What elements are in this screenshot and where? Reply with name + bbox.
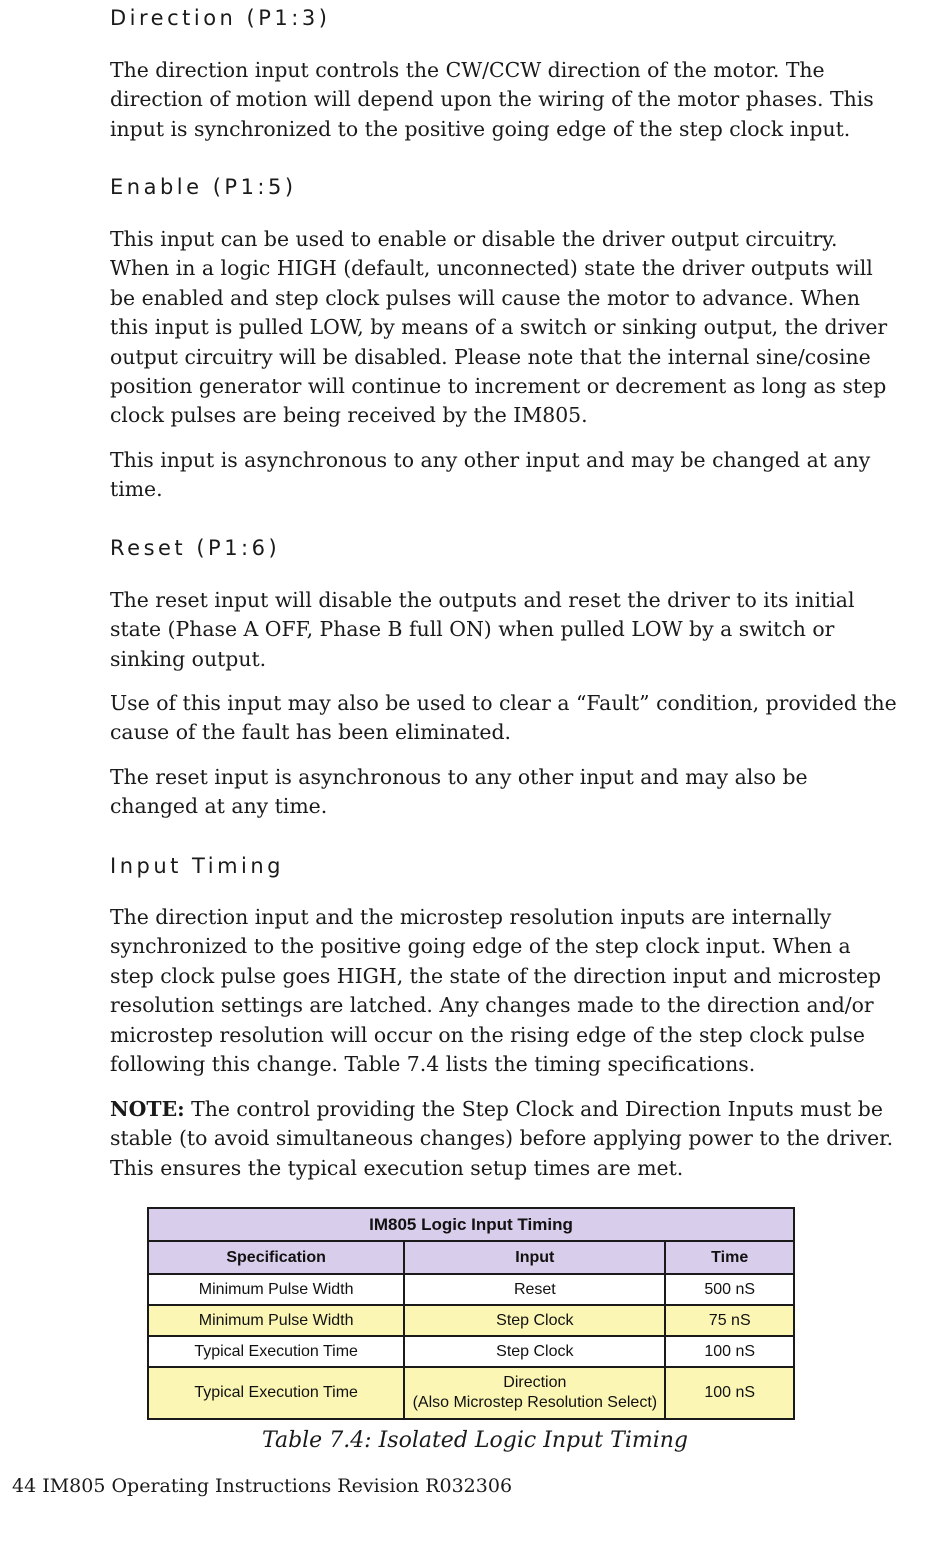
note-label: NOTE: — [110, 1097, 185, 1121]
table-cell-input — [404, 1367, 665, 1419]
table-cell-time: 100 nS — [665, 1367, 794, 1419]
table-cell-time: 75 nS — [665, 1305, 794, 1336]
table-cell-time: 500 nS — [665, 1274, 794, 1305]
column-header-input: Input — [404, 1241, 665, 1274]
table-title: IM805 Logic Input Timing — [148, 1208, 794, 1241]
table-caption: Table 7.4: Isolated Logic Input Timing — [261, 1428, 688, 1453]
column-header-specification: Specification — [148, 1241, 404, 1274]
table-cell-specification: Typical Execution Time — [148, 1336, 404, 1367]
note-paragraph — [110, 1095, 900, 1183]
direction-paragraph: The direction input controls the CW/CCW direction of the motor. The direction of motion will depend upon the wiring of the motor phases. This input is synchronized to the positive going edge of the step clock input. — [110, 58, 874, 141]
reset-paragraph-3: The reset input is asynchronous to any other input and may also be changed at any time. — [110, 765, 808, 819]
enable-paragraph-2: This input is asynchronous to any other input and may be changed at any time. — [110, 448, 871, 502]
table-cell-input: Step Clock — [404, 1305, 665, 1336]
table-cell-input: Reset — [404, 1274, 665, 1305]
table-row — [148, 1274, 794, 1305]
timing-table — [147, 1207, 795, 1420]
page-footer: 44 IM805 Operating Instructions Revision R032306 — [12, 1475, 513, 1497]
section-heading-enable: Enable (P1:5) — [110, 175, 297, 199]
reset-paragraph-2: Use of this input may also be used to clear a “Fault” condition, provided the cause of the fault has been eliminated. — [110, 691, 897, 745]
table-cell-input-line-2: (Also Microstep Resolution Select) — [412, 1394, 658, 1411]
enable-paragraph-1: This input can be used to enable or disable the driver output circuitry. When in a logic HIGH (default, unconnected) state the driver outputs will be enabled and step clock pulses will cause the motor to advance. When this input is pulled LOW, by means of a switch or sinking output, the driver output circuitry will be disabled. Please note that the internal sine/cosine position generator will continue to increment or decrement as long as step clock pulses are being received by the IM805. — [110, 227, 888, 428]
table-cell-specification: Minimum Pulse Width — [148, 1305, 404, 1336]
section-heading-reset: Reset (P1:6) — [110, 536, 281, 560]
table-cell-input-line-1: Direction — [503, 1374, 567, 1391]
note-text: The control providing the Step Clock and Direction Inputs must be stable (to avoid simultaneous changes) before applying power to the driver. This ensures the typical execution setup times are met. — [110, 1097, 894, 1180]
input-timing-paragraph: The direction input and the microstep resolution inputs are internally synchronized to the positive going edge of the step clock input. When a step clock pulse goes HIGH, the state of the direction input and microstep resolution settings are latched. Any changes made to the direction and/or microstep resolution will occur on the rising edge of the step clock pulse following this change. Table 7.4 lists the timing specifications. — [110, 905, 882, 1077]
table-cell-specification: Minimum Pulse Width — [148, 1274, 404, 1305]
section-heading-direction: Direction (P1:3) — [110, 6, 331, 30]
column-header-time: Time — [665, 1241, 794, 1274]
table-cell-specification: Typical Execution Time — [148, 1367, 404, 1419]
reset-paragraph-1: The reset input will disable the outputs and reset the driver to its initial state (Phase A OFF, Phase B full ON) when pulled LOW by a switch or sinking output. — [110, 588, 855, 671]
table-row — [148, 1367, 794, 1419]
table-cell-input: Step Clock — [404, 1336, 665, 1367]
table-row — [148, 1336, 794, 1367]
table-cell-time: 100 nS — [665, 1336, 794, 1367]
table-row — [148, 1305, 794, 1336]
section-heading-input-timing: Input Timing — [110, 854, 284, 878]
